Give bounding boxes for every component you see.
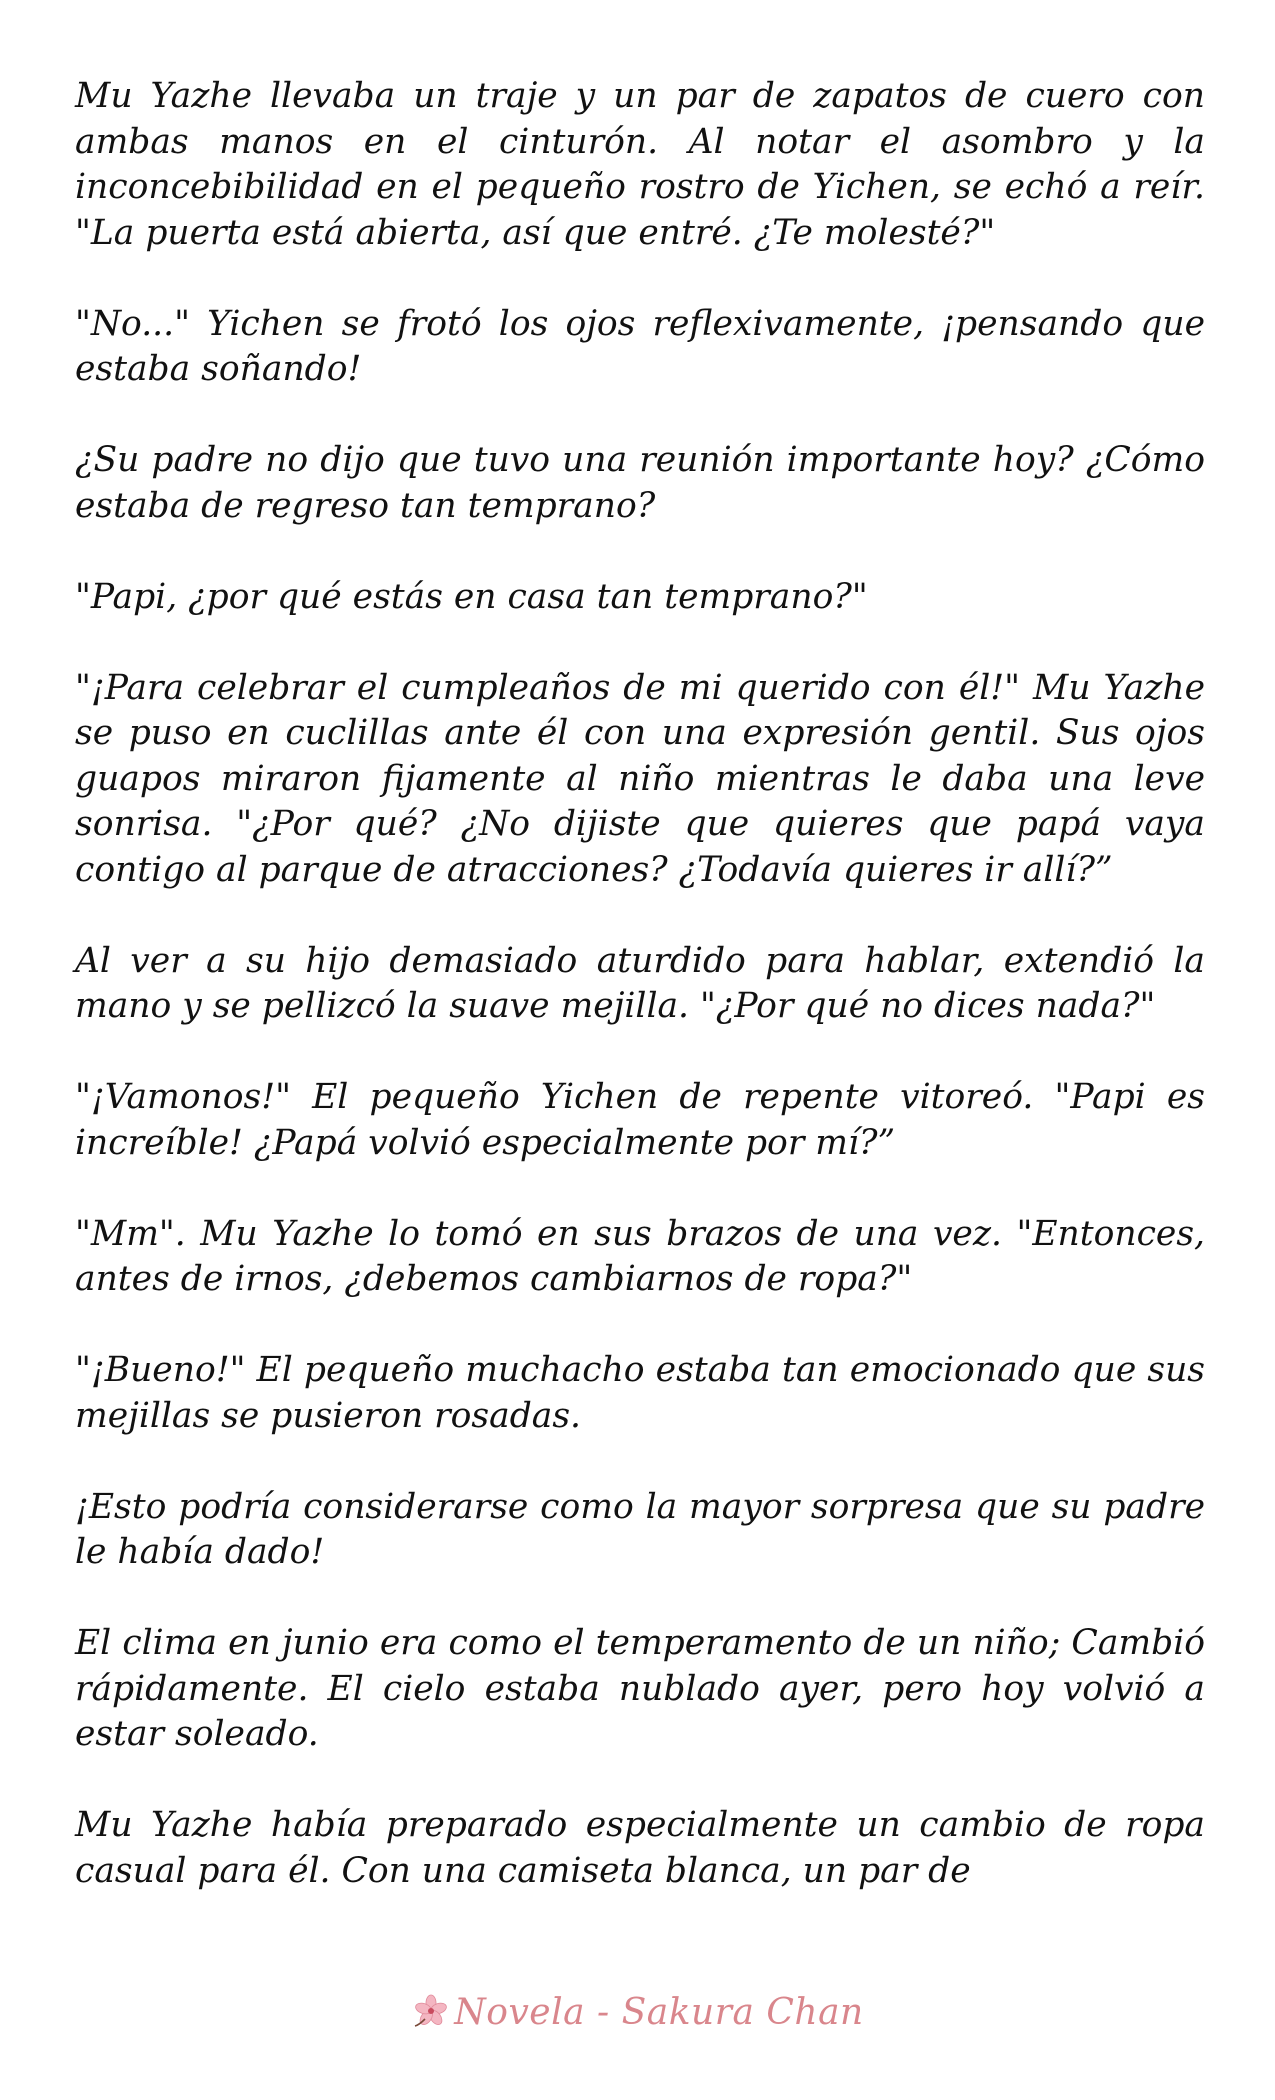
paragraph: "Mm". Mu Yazhe lo tomó en sus brazos de una vez. "Entonces, antes de irnos, ¿debemos cambiarnos de ropa?" [75, 1213, 1205, 1299]
paragraph: ¿Su padre no dijo que tuvo una reunión importante hoy? ¿Cómo estaba de regreso tan temprano? [75, 440, 1205, 526]
watermark [414, 1992, 863, 2033]
sakura-flower-icon [414, 1994, 450, 2030]
watermark-footer [0, 1984, 1275, 2040]
paragraph: Mu Yazhe llevaba un traje y un par de zapatos de cuero con ambas manos en el cinturón. Al notar el asombro y la inconcebibilidad en el pequeño rostro de Yichen, se echó a reír. "La puerta está abierta, así que entré. ¿Te molesté?" [75, 76, 1205, 253]
paragraph: "No..." Yichen se frotó los ojos reflexivamente, ¡pensando que estaba soñando! [75, 303, 1205, 389]
watermark-text: Novela - Sakura Chan [454, 1991, 864, 2033]
paragraph: Mu Yazhe había preparado especialmente un cambio de ropa casual para él. Con una camiseta blanca, un par de [75, 1805, 1205, 1891]
novel-text [75, 74, 1205, 1894]
paragraph: ¡Esto podría considerarse como la mayor sorpresa que su padre le había dado! [75, 1486, 1205, 1572]
paragraph: "¡Vamonos!" El pequeño Yichen de repente vitoreó. "Papi es increíble! ¿Papá volvió especialmente por mí?” [75, 1077, 1205, 1163]
paragraph: "Papi, ¿por qué estás en casa tan temprano?" [75, 576, 868, 617]
paragraph: "¡Para celebrar el cumpleaños de mi querido con él!" Mu Yazhe se puso en cuclillas ante él con una expresión gentil. Sus ojos guapos miraron fijamente al niño mientras le daba una leve sonrisa. "¿Por qué? ¿No dijiste que quieres que papá vaya contigo al parque de atracciones? ¿Todavía quieres ir allí?” [75, 667, 1205, 890]
paragraph: Al ver a su hijo demasiado aturdido para hablar, extendió la mano y se pellizcó la suave mejilla. "¿Por qué no dices nada?" [75, 940, 1205, 1026]
paragraph: "¡Bueno!" El pequeño muchacho estaba tan emocionado que sus mejillas se pusieron rosadas. [75, 1350, 1205, 1436]
paragraph: El clima en junio era como el temperamento de un niño; Cambió rápidamente. El cielo estaba nublado ayer, pero hoy volvió a estar soleado. [75, 1623, 1205, 1754]
